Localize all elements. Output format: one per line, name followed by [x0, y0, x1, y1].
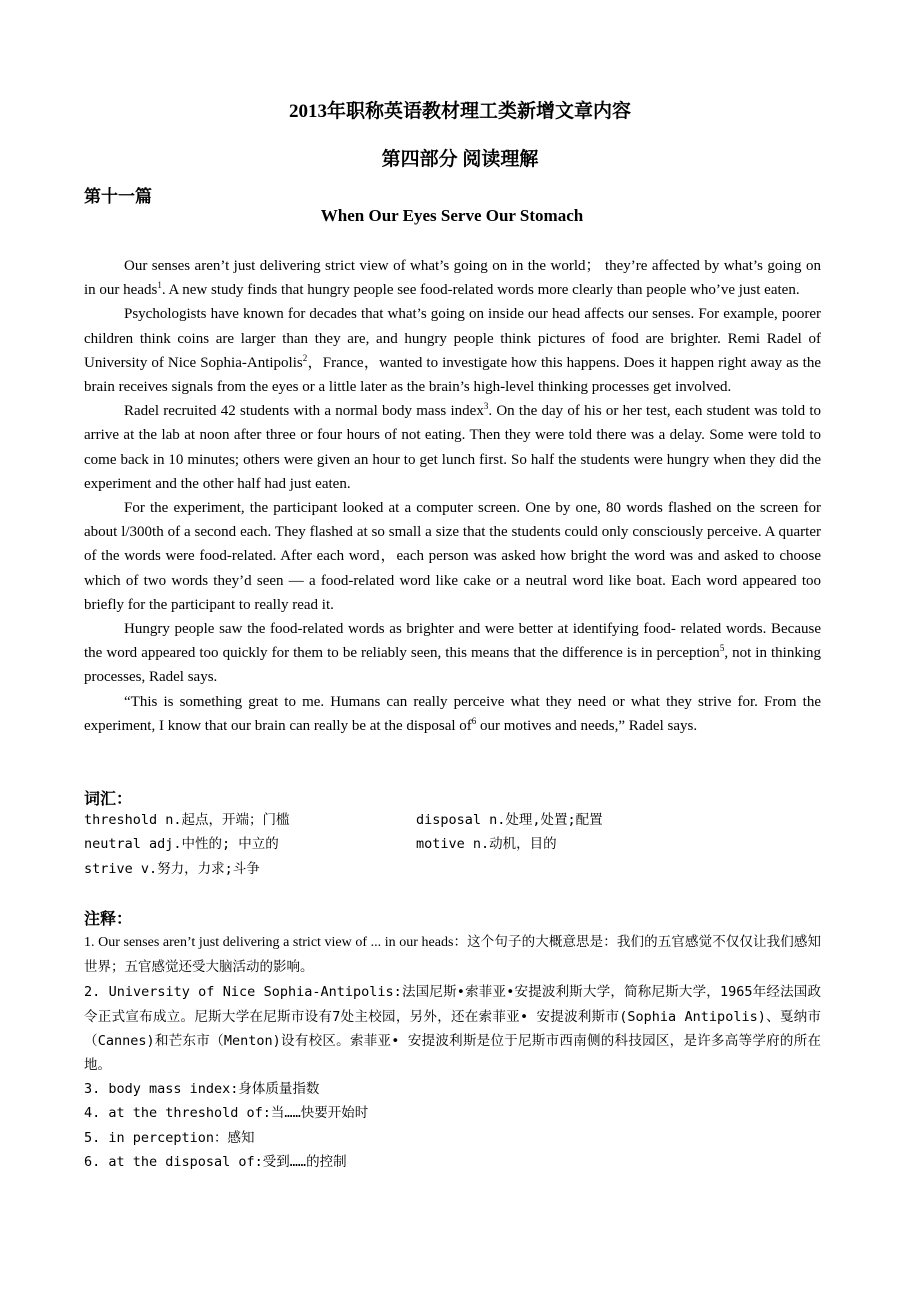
- note-4: 4. at the threshold of:当……快要开始时: [84, 1105, 369, 1122]
- paragraph-3: [84, 399, 821, 496]
- paragraph-4: For the experiment, the participant looked at a computer screen. One by one, 80 words flashed on the screen for about l/300th of a second each. They flashed at so small a size that the students could only consciously perceive. A quarter of the words were food-related. After each word，each person was asked how bright the word was and asked to choose which of two words they’d seen — a food-related word like cake or a neutral word like boat. Each word appeared too briefly for the participant to really read it.: [84, 500, 821, 613]
- vocab-row: [84, 857, 821, 881]
- paragraph-text: Our senses aren’t just delivering strict view of what’s going on in the world； they’re affected by what’s going on in our heads: [84, 258, 821, 299]
- footnote-ref-5: 5: [719, 643, 725, 654]
- article-title: When Our Eyes Serve Our Stomach: [320, 206, 584, 225]
- note-3: 3. body mass index:身体质量指数: [84, 1081, 320, 1098]
- notes-heading: 注释：: [84, 911, 133, 928]
- vocab-entry: threshold n.起点，开端；门槛: [84, 812, 290, 828]
- paragraph-text: our motives and needs,” Radel says.: [476, 717, 698, 734]
- paragraph-text: , not in thinking processes, Radel says.: [84, 645, 821, 686]
- paragraph-2: [84, 302, 821, 399]
- note-text: 1. Our senses aren’t just delivering a strict view of ... in our heads: [84, 935, 454, 950]
- vocab-entry: neutral adj.中性的; 中立的: [84, 836, 279, 853]
- chapter-heading: 第十一篇: [84, 187, 152, 206]
- vocab-heading: 词汇：: [84, 791, 133, 808]
- note-2: 2. University of Nice Sophia-Antipolis:法国尼斯•索菲亚•安提波利斯大学，简称尼斯大学，1965年经法国政令正式宣布成立。尼斯大学在尼斯市设有7处主校园，另外，还在索菲亚• 安提波利斯市(Sophia Antipolis)、戛纳市（Cannes)和芒东市（Menton)设有校区。索菲亚• 安提波利斯是位于尼斯市西南侧的科技园区，是许多高等学府的所在地。: [84, 984, 821, 1074]
- note-6: 6. at the disposal of:受到……的控制: [84, 1153, 347, 1170]
- vocab-entry: motive n.动机，目的: [416, 836, 557, 853]
- part-heading: 第四部分 阅读理解: [381, 149, 539, 170]
- paragraph-text: . A new study finds that hungry people see food-related words more clearly than people who’ve just eaten.: [161, 282, 800, 299]
- note-1: [84, 930, 821, 980]
- article-body: [84, 254, 821, 738]
- paragraph-5: [84, 617, 821, 690]
- paragraph-text: “This is something great to me. Humans can really perceive what they need or what they strive for. From the experiment, I know that our brain can really be at the disposal of: [84, 693, 821, 734]
- vocab-row: [84, 832, 821, 856]
- vocab-entry: disposal n.处理,处置;配置: [416, 812, 603, 828]
- footnote-ref-6: 6: [471, 715, 477, 726]
- vocab-row: [84, 808, 821, 832]
- note-text: ：这个句子的大概意思是：我们的五官感觉不仅仅让我们感知世界；五官感觉还受大脑活动的影响。: [84, 934, 822, 976]
- paragraph-6: [84, 690, 821, 738]
- document-title: 2013年职称英语教材理工类新增文章内容: [288, 101, 631, 122]
- paragraph-text: Psychologists have known for decades that what’s going on inside our head affects our senses. For example, poorer children think coins are larger than they are, and hungry people think pictures of food are brighter. Remi Radel of University of Nice Sophia-Antipolis: [84, 306, 821, 371]
- notes-list: [84, 930, 821, 1174]
- paragraph-1: [84, 254, 821, 302]
- note-5: 5. in perception：感知: [84, 1129, 255, 1146]
- paragraph-text: . On the day of his or her test, each student was told to arrive at the lab at noon after three or four hours of not eating. Then they were told there was a delay. Some were told to come back in 10 minutes; others were given an hour to get lunch first. So half the students were hungry when they did the experiment and the other half had just eaten.: [84, 403, 822, 492]
- paragraph-text: Radel recruited 42 students with a normal body mass index: [124, 403, 484, 420]
- paragraph-text: Hungry people saw the food-related words as brighter and were better at identifying food- related words. Because the word appeared too quickly for them to be reliably seen, this means that the difference is in perception: [84, 621, 821, 662]
- vocab-entry: strive v.努力，力求;斗争: [84, 860, 260, 877]
- footnote-ref-3: 3: [483, 401, 489, 412]
- footnote-ref-2: 2: [302, 352, 308, 363]
- footnote-ref-1: 1: [157, 280, 162, 291]
- paragraph-text: ，France，wanted to investigate how this happens. Does it happen right away as the brain receives signals from the eyes or a little later as the brain’s high-level thinking processes get involved.: [84, 354, 821, 396]
- vocab-list: [84, 808, 821, 881]
